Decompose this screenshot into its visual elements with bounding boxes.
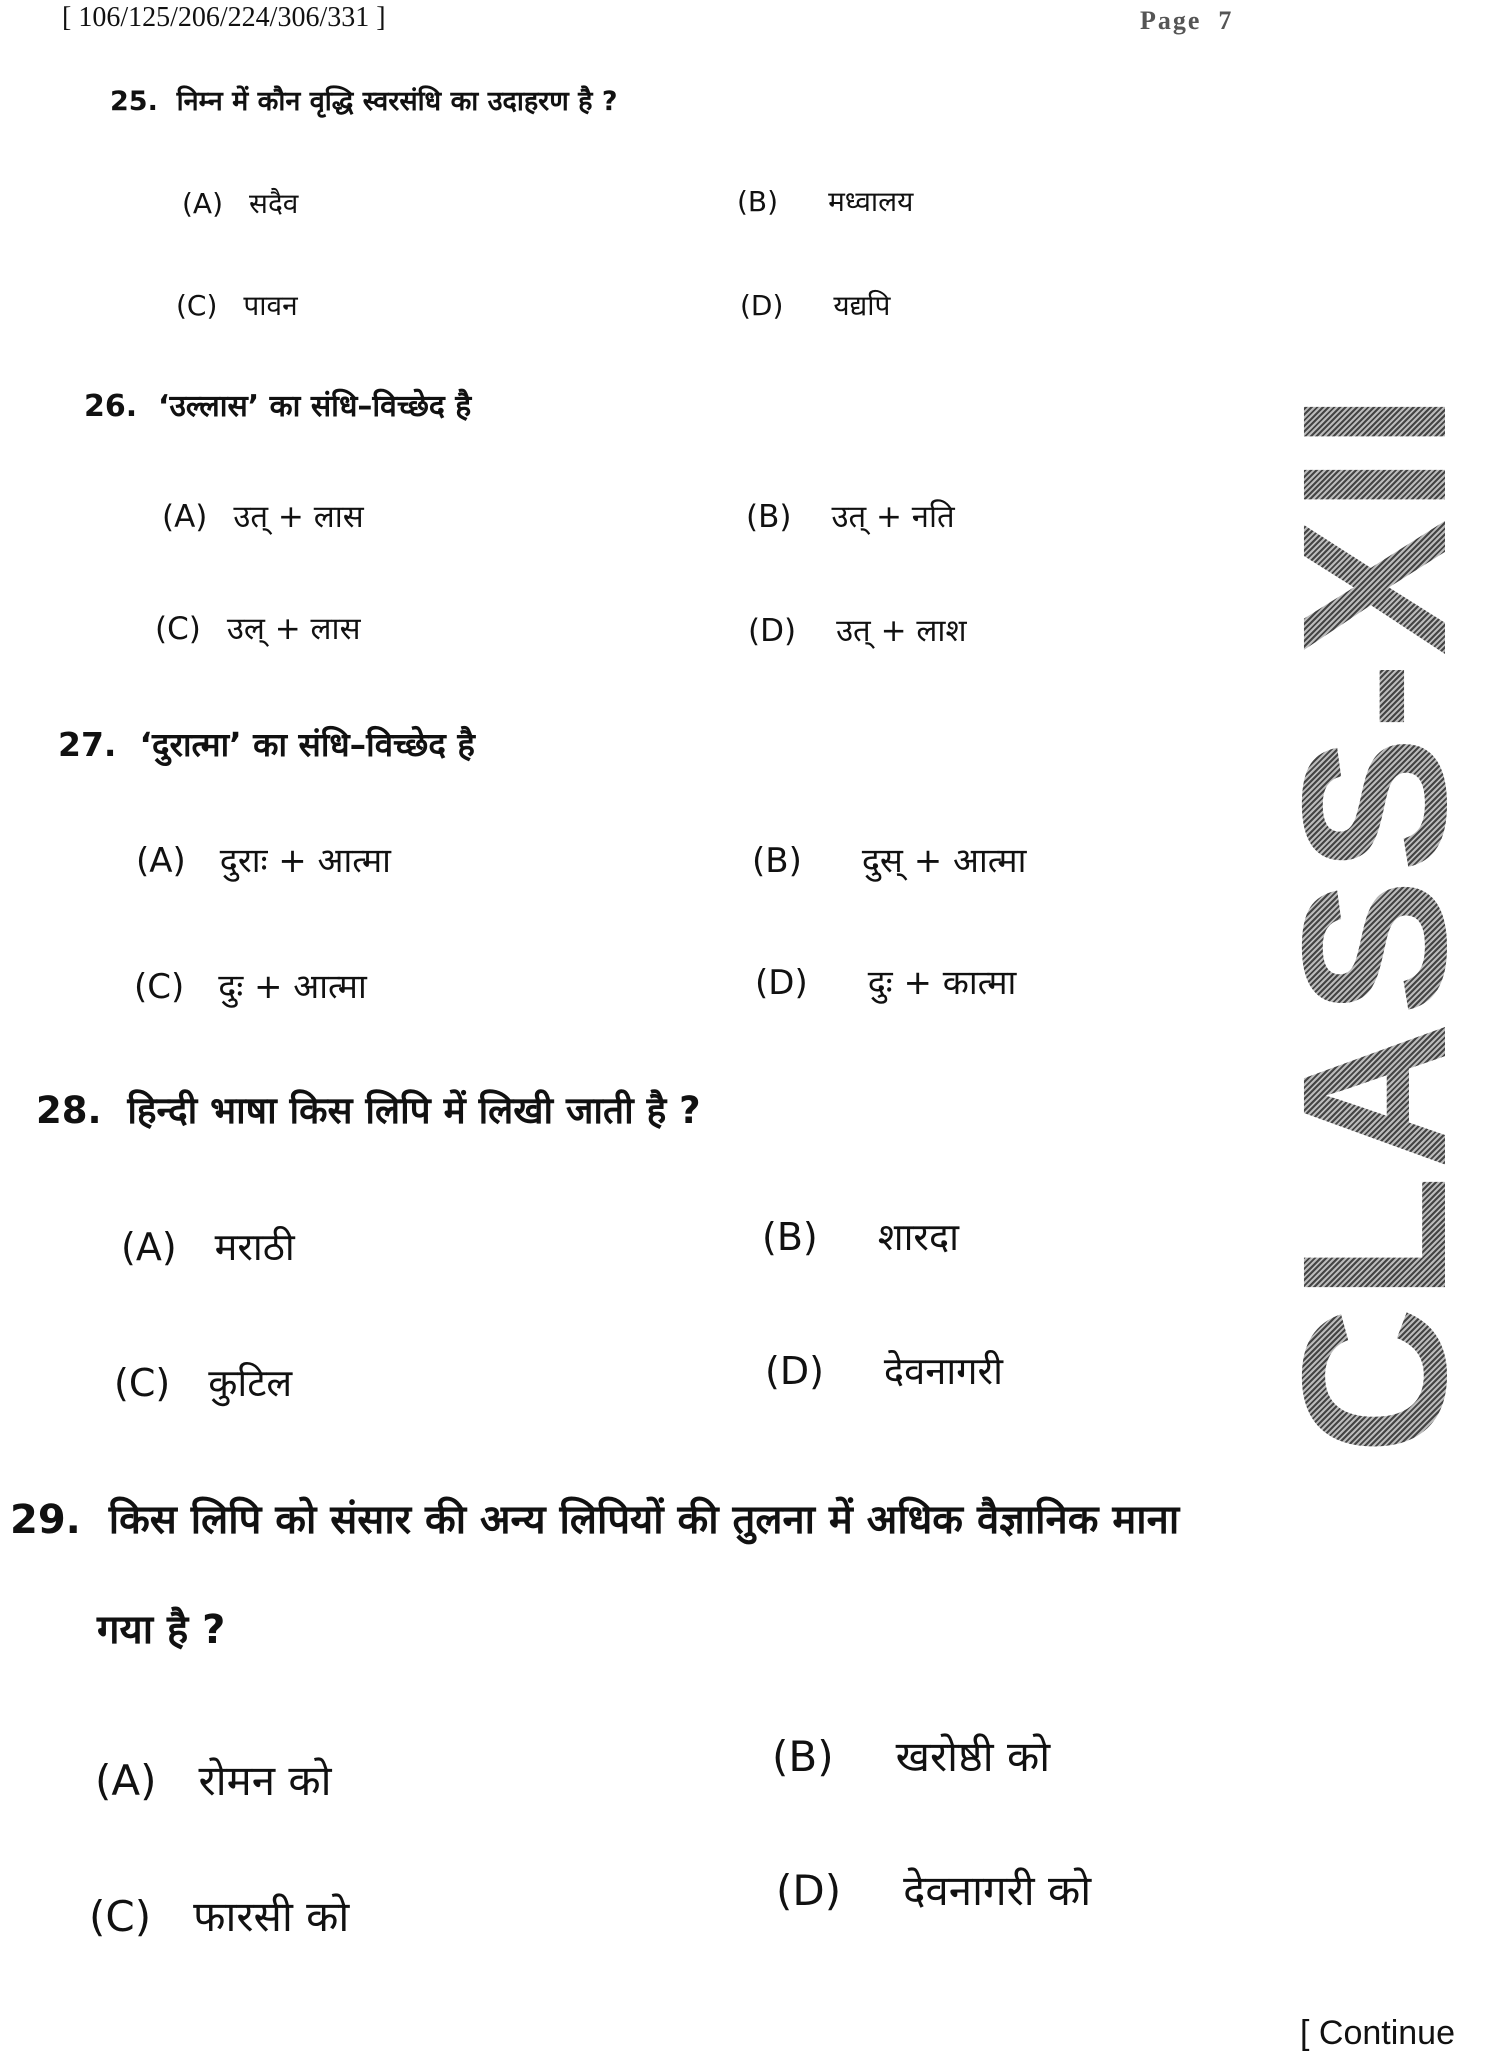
option-a	[162, 499, 364, 535]
option-text: शारदा	[877, 1215, 959, 1259]
option-text: कुटिल	[208, 1361, 293, 1405]
option-d	[776, 1866, 1092, 1915]
option-text: मराठी	[214, 1225, 295, 1269]
option-c	[155, 611, 361, 647]
option-text: यद्यपि	[833, 289, 891, 322]
option-label: (D)	[755, 963, 808, 1003]
option-b	[762, 1215, 959, 1259]
question-number: 28.	[36, 1089, 102, 1132]
question-number: 26.	[84, 389, 138, 424]
option-label: (A)	[136, 841, 186, 881]
option-label: (D)	[765, 1349, 824, 1393]
option-text: दुराः + आत्मा	[219, 841, 391, 881]
option-label: (C)	[176, 289, 218, 322]
option-text: दुः + आत्मा	[218, 967, 367, 1007]
option-label: (D)	[740, 289, 784, 322]
question-26	[84, 389, 472, 424]
question-number: 25.	[110, 86, 158, 117]
option-text: दुः + कात्मा	[867, 963, 1017, 1003]
question-29	[10, 1497, 1180, 1543]
option-a	[182, 187, 299, 220]
option-text: सदैव	[249, 187, 299, 220]
option-a	[136, 841, 391, 881]
option-text: उत् + लाश	[836, 613, 967, 649]
page-number: 7	[1218, 6, 1234, 35]
option-label: (B)	[746, 499, 792, 535]
option-label: (B)	[762, 1215, 818, 1259]
option-c	[114, 1361, 293, 1405]
option-label: (B)	[752, 841, 802, 881]
option-c	[176, 289, 298, 322]
option-label: (A)	[182, 187, 224, 220]
question-25	[110, 88, 618, 115]
option-a	[95, 1756, 332, 1805]
option-text: खरोष्ठी को	[895, 1732, 1051, 1781]
question-text: हिन्दी भाषा किस लिपि में लिखी जाती है ?	[127, 1089, 701, 1132]
option-label: (B)	[737, 185, 779, 218]
option-text: उत् + नति	[831, 499, 955, 535]
option-b	[746, 499, 955, 535]
option-text: मध्वालय	[828, 185, 914, 218]
question-text: किस लिपि को संसार की अन्य लिपियों की तुलना में अधिक वैज्ञानिक माना	[108, 1497, 1180, 1543]
option-label: (C)	[155, 611, 201, 647]
option-label: (C)	[114, 1361, 171, 1405]
option-b	[737, 185, 914, 218]
continue-note: [ Continue	[1300, 2014, 1455, 2052]
page-label: Page	[1140, 6, 1202, 35]
option-text: दुस् + आत्मा	[861, 841, 1027, 881]
option-label: (C)	[89, 1892, 152, 1941]
option-label: (D)	[748, 613, 797, 649]
question-27	[58, 725, 475, 764]
option-text: पावन	[243, 289, 298, 322]
option-b	[752, 841, 1027, 881]
option-b	[772, 1732, 1051, 1781]
class-xii-watermark: CLASS-XII	[1257, 387, 1493, 1455]
question-number: 29.	[10, 1497, 81, 1543]
option-text: रोमन को	[198, 1756, 332, 1805]
option-label: (C)	[134, 967, 185, 1007]
option-text: फारसी को	[193, 1892, 350, 1941]
option-d	[748, 613, 967, 649]
option-c	[134, 967, 367, 1007]
option-c	[89, 1892, 350, 1941]
option-label: (A)	[121, 1225, 177, 1269]
option-text: देवनागरी	[883, 1349, 1003, 1393]
option-d	[740, 289, 891, 322]
question-number: 27.	[58, 725, 117, 764]
option-a	[121, 1225, 295, 1269]
option-label: (D)	[776, 1866, 842, 1915]
page-indicator	[1140, 8, 1233, 34]
option-d	[755, 963, 1017, 1003]
question-29-continued: गया है ?	[97, 1607, 226, 1653]
question-text: ‘दुरात्मा’ का संधि–विच्छेद है	[139, 725, 475, 764]
paper-codes: [ 106/125/206/224/306/331 ]	[62, 2, 386, 33]
option-label: (A)	[95, 1756, 157, 1805]
option-text: उत् + लास	[233, 499, 364, 535]
option-text: उल् + लास	[226, 611, 361, 647]
option-d	[765, 1349, 1003, 1393]
question-text: ‘उल्लास’ का संधि–विच्छेद है	[158, 389, 472, 424]
option-label: (A)	[162, 499, 208, 535]
option-label: (B)	[772, 1732, 834, 1781]
option-text: देवनागरी को	[903, 1866, 1092, 1915]
question-28	[36, 1089, 701, 1132]
question-text: निम्न में कौन वृद्धि स्वरसंधि का उदाहरण है ?	[176, 86, 618, 117]
